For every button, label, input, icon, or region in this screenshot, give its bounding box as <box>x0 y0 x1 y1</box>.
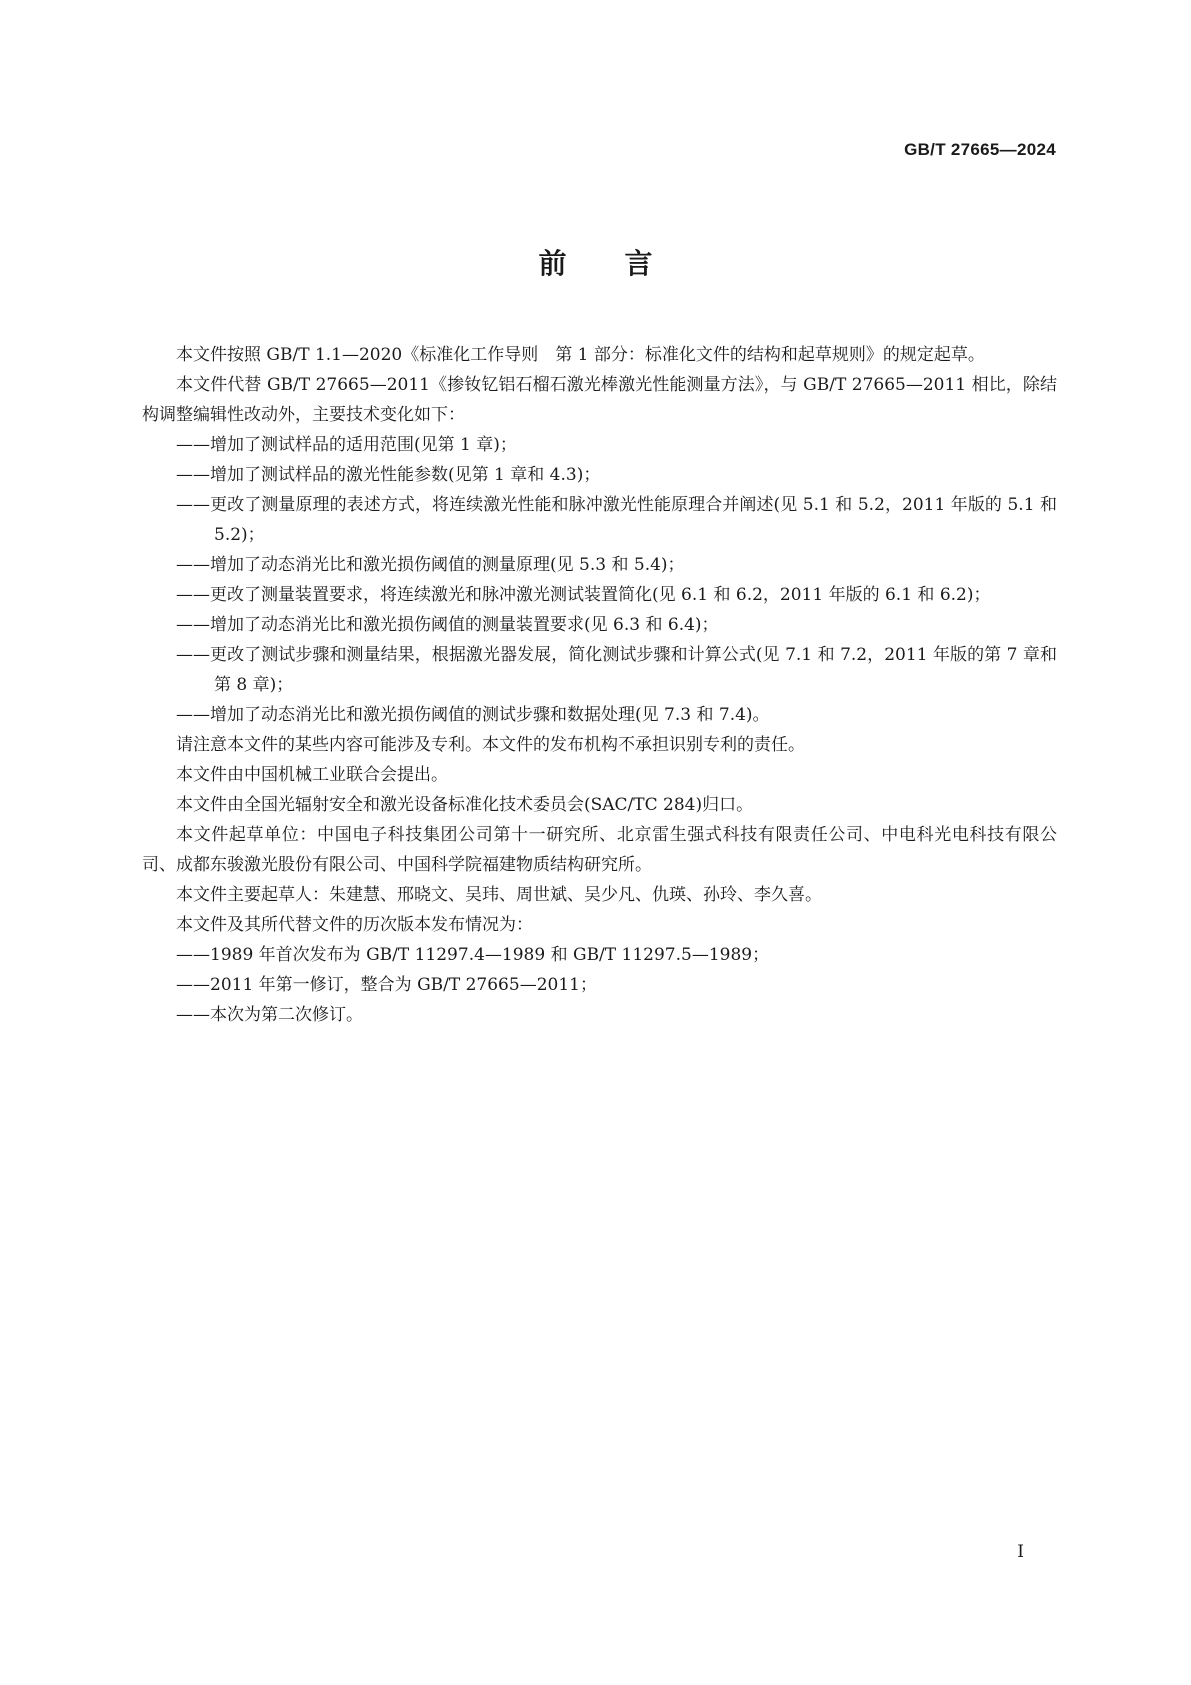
change-list-item: ——更改了测量装置要求，将连续激光和脉冲激光测试装置简化(见 6.1 和 6.2，2011 年版的 6.1 和 6.2)； <box>176 585 991 605</box>
paragraph: 本文件按照 GB/T 1.1—2020《标准化工作导则 第 1 部分：标准化文件的结构和起草规则》的规定起草。 <box>176 345 985 365</box>
paragraph: 本文件由全国光辐射安全和激光设备标准化技术委员会(SAC/TC 284)归口。 <box>176 795 754 815</box>
change-list-item: ——更改了测试步骤和测量结果，根据激光器发展，简化测试步骤和计算公式(见 7.1 和 7.2，2011 年版的第 7 章和第 8 章)； <box>176 645 1057 695</box>
history-list-item: ——2011 年第一修订，整合为 GB/T 27665—2011； <box>176 975 597 995</box>
paragraph: 本文件及其所代替文件的历次版本发布情况为： <box>176 915 533 935</box>
history-list-item: ——1989 年首次发布为 GB/T 11297.4—1989 和 GB/T 11297.5—1989； <box>176 945 770 965</box>
foreword-body <box>142 340 1057 1030</box>
change-list-item: ——增加了动态消光比和激光损伤阈值的测试步骤和数据处理(见 7.3 和 7.4)。 <box>176 705 770 725</box>
change-list-item: ——增加了测试样品的适用范围(见第 1 章)； <box>176 435 517 455</box>
change-list-item: ——增加了测试样品的激光性能参数(见第 1 章和 4.3)； <box>176 465 601 485</box>
page-title-char-2: 言 <box>624 247 653 280</box>
paragraph: 本文件起草单位：中国电子科技集团公司第十一研究所、北京雷生强式科技有限责任公司、中电科光电科技有限公司、成都东骏激光股份有限公司、中国科学院福建物质结构研究所。 <box>142 825 1057 875</box>
paragraph: 本文件代替 GB/T 27665—2011《掺钕钇铝石榴石激光棒激光性能测量方法》，与 GB/T 27665—2011 相比，除结构调整编辑性改动外，主要技术变化如下： <box>142 375 1057 425</box>
change-list-item: ——增加了动态消光比和激光损伤阈值的测量原理(见 5.3 和 5.4)； <box>176 555 685 575</box>
standard-code: GB/T 27665—2024 <box>904 140 1056 159</box>
paragraph: 本文件主要起草人：朱建慧、邢晓文、吴玮、周世斌、吴少凡、仇瑛、孙玲、李久喜。 <box>176 885 822 905</box>
paragraph: 本文件由中国机械工业联合会提出。 <box>176 765 448 785</box>
page-title <box>0 242 1191 282</box>
paragraph: 请注意本文件的某些内容可能涉及专利。本文件的发布机构不承担识别专利的责任。 <box>176 735 805 755</box>
page-title-char-1: 前 <box>538 247 567 280</box>
change-list-item: ——增加了动态消光比和激光损伤阈值的测量装置要求(见 6.3 和 6.4)； <box>176 615 719 635</box>
change-list-item: ——更改了测量原理的表述方式，将连续激光性能和脉冲激光性能原理合并阐述(见 5.1 和 5.2，2011 年版的 5.1 和 5.2)； <box>176 495 1057 545</box>
history-list-item: ——本次为第二次修订。 <box>176 1005 363 1025</box>
page-number: I <box>1017 1542 1024 1562</box>
